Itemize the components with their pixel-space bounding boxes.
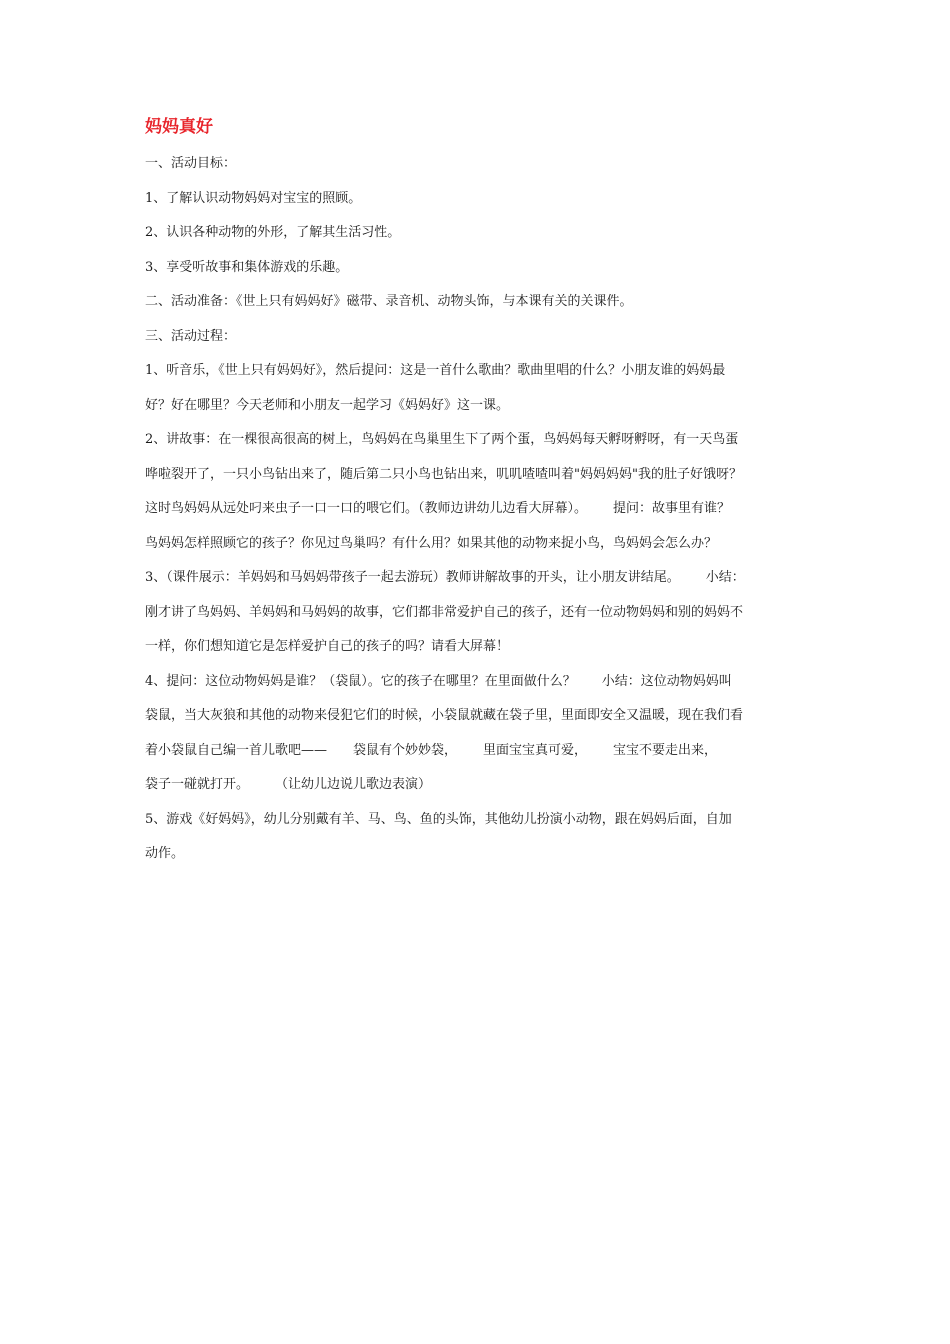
paragraph-line: 这时鸟妈妈从远处叼来虫子一口一口的喂它们。（教师边讲幼儿边看大屏幕）。 提问：故事里有谁？: [145, 501, 731, 516]
goal-item-2: 2、认识各种动物的外形，了解其生活习性。: [145, 225, 401, 240]
document-page: [145, 115, 810, 872]
paragraph-line: 袋鼠，当大灰狼和其他的动物来侵犯它们的时候，小袋鼠就藏在袋子里，里面即安全又温暖，现在我们看: [145, 708, 744, 723]
process-step-3: [145, 561, 810, 665]
process-step-4: [145, 665, 810, 803]
paragraph-line: 刚才讲了鸟妈妈、羊妈妈和马妈妈的故事，它们都非常爱护自己的孩子，还有一位动物妈妈和别的妈妈不: [145, 604, 744, 620]
paragraph-line: 袋子一碰就打开。 （让幼儿边说儿歌边表演）: [145, 777, 432, 792]
paragraph-line: 着小袋鼠自己编一首儿歌吧—— 袋鼠有个妙妙袋， 里面宝宝真可爱， 宝宝不要走出来，: [145, 742, 718, 758]
process-step-1: [145, 354, 810, 423]
goal-item-1: 1、了解认识动物妈妈对宝宝的照顾。: [145, 190, 362, 206]
paragraph-line: 5、游戏《好妈妈》，幼儿分别戴有羊、马、鸟、鱼的头饰，其他幼儿扮演小动物，跟在妈妈后面，自加: [145, 811, 732, 827]
paragraph-line: 哗啦裂开了，一只小鸟钻出来了，随后第二只小鸟也钻出来，叽叽喳喳叫着"妈妈妈妈"我的肚子好饿呀？: [145, 466, 742, 482]
goal-heading: 一、活动目标：: [145, 156, 237, 171]
paragraph-line: 动作。: [145, 846, 185, 861]
process-step-2: [145, 423, 810, 561]
paragraph-line: 一样，你们想知道它是怎样爱护自己的孩子的吗？请看大屏幕！: [145, 639, 510, 654]
paragraph-line: 4、提问：这位动物妈妈是谁？（袋鼠）。它的孩子在哪里？在里面做什么？ 小结：这位动物妈妈叫: [145, 673, 732, 689]
paragraph-line: 鸟妈妈怎样照顾它的孩子？你见过鸟巢吗？有什么用？如果其他的动物来捉小鸟，鸟妈妈会怎么办？: [145, 535, 718, 551]
paragraph-line: 2、讲故事：在一棵很高很高的树上，鸟妈妈在鸟巢里生下了两个蛋，鸟妈妈每天孵呀孵呀，有一天鸟蛋: [145, 432, 739, 447]
preparation: 二、活动准备：《世上只有妈妈好》磁带、录音机、动物头饰，与本课有关的关课件。: [145, 294, 633, 309]
paragraph-line: 好？好在哪里？今天老师和小朋友一起学习《妈妈好》这一课。: [145, 397, 510, 413]
paragraph-line: 3、（课件展示：羊妈妈和马妈妈带孩子一起去游玩）教师讲解故事的开头，让小朋友讲结尾。 小结：: [145, 570, 745, 585]
process-step-5: [145, 803, 810, 872]
process-heading: 三、活动过程：: [145, 328, 237, 344]
paragraph-line: 1、听音乐，《世上只有妈妈好》，然后提问：这是一首什么歌曲？歌曲里唱的什么？小朋友谁的妈妈最: [145, 363, 726, 378]
document-title: 妈妈真好: [145, 117, 213, 137]
goal-item-3: 3、享受听故事和集体游戏的乐趣。: [145, 259, 349, 275]
